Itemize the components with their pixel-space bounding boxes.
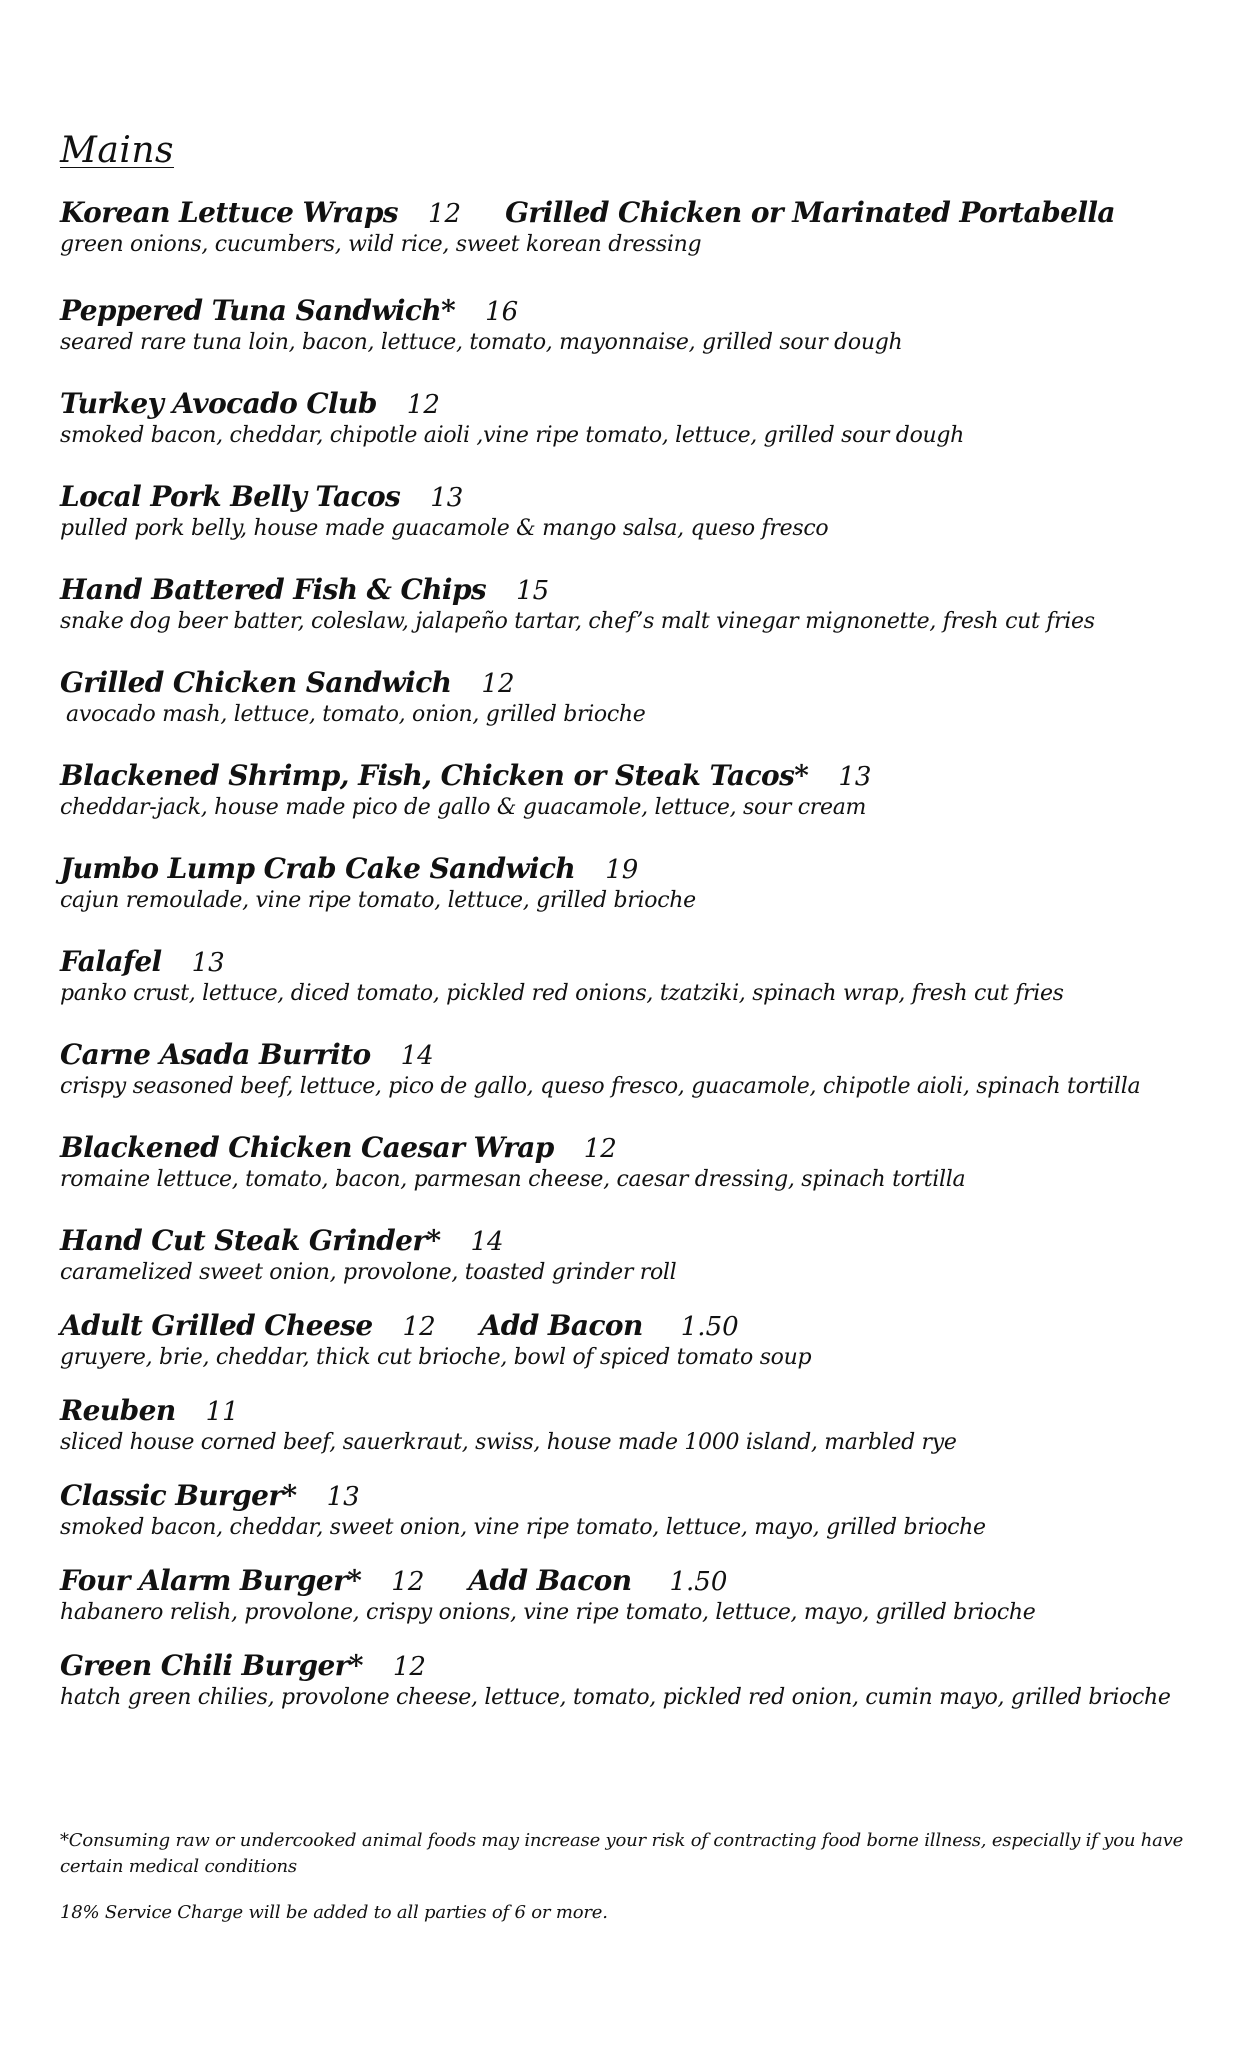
raw-food-disclaimer: *Consuming raw or undercooked animal foods may increase your risk of contracting food borne illness, especially if you have certain medical conditions — [60, 1830, 1184, 1877]
item-name: Four Alarm Burger* — [60, 1564, 362, 1597]
item-description: cajun remoulade, vine ripe tomato, lettuce, grilled brioche — [60, 888, 696, 913]
item-option: Grilled Chicken or Marinated Portabella — [505, 196, 1115, 229]
item-price: 14 — [400, 1041, 434, 1071]
item-price: 13 — [191, 948, 225, 978]
item-price: 12 — [391, 1567, 425, 1597]
item-price: 13 — [326, 1482, 360, 1512]
item-price: 14 — [470, 1227, 504, 1257]
item-price: 13 — [838, 762, 872, 792]
menu-item — [60, 1038, 1210, 1099]
item-name: Reuben — [60, 1394, 176, 1427]
item-description: smoked bacon, cheddar, chipotle aioli ,vine ripe tomato, lettuce, grilled sour dough — [60, 423, 965, 448]
item-price: 13 — [430, 483, 464, 513]
item-description: romaine lettuce, tomato, bacon, parmesan cheese, caesar dressing, spinach tortilla — [60, 1167, 966, 1192]
add-on-label: Add Bacon — [479, 1309, 643, 1342]
menu-item — [60, 1131, 1210, 1192]
menu-item — [60, 573, 1210, 634]
menu-item — [60, 1309, 1210, 1370]
item-name: Local Pork Belly Tacos — [60, 480, 401, 513]
item-name: Hand Cut Steak Grinder* — [60, 1224, 441, 1257]
menu-item — [60, 387, 1210, 448]
item-description: gruyere, brie, cheddar, thick cut brioche, bowl of spiced tomato soup — [60, 1345, 812, 1370]
item-description: seared rare tuna loin, bacon, lettuce, tomato, mayonnaise, grilled sour dough — [60, 330, 903, 355]
menu-item — [60, 1649, 1210, 1710]
menu-item — [60, 759, 1210, 820]
add-on-price: 1.50 — [669, 1567, 728, 1597]
menu-item — [60, 852, 1210, 913]
item-price: 19 — [605, 855, 639, 885]
item-description: sliced house corned beef, sauerkraut, swiss, house made 1000 island, marbled rye — [60, 1430, 957, 1455]
item-description: pulled pork belly, house made guacamole & mango salsa, queso fresco — [60, 516, 829, 541]
menu-item — [60, 666, 1210, 727]
menu-item — [60, 945, 1210, 1006]
item-description: green onions, cucumbers, wild rice, sweet korean dressing — [60, 232, 702, 257]
item-description: hatch green chilies, provolone cheese, lettuce, tomato, pickled red onion, cumin mayo, grilled brioche — [60, 1685, 1171, 1710]
menu-item — [60, 196, 1210, 257]
item-price: 12 — [481, 669, 515, 699]
menu-item — [60, 1224, 1210, 1285]
item-price: 11 — [205, 1397, 239, 1427]
item-description: avocado mash, lettuce, tomato, onion, grilled brioche — [66, 702, 646, 727]
item-description: smoked bacon, cheddar, sweet onion, vine ripe tomato, lettuce, mayo, grilled brioche — [60, 1515, 986, 1540]
item-name: Grilled Chicken Sandwich — [60, 666, 452, 699]
item-name: Korean Lettuce Wraps — [60, 196, 398, 229]
item-description: crispy seasoned beef, lettuce, pico de gallo, queso fresco, guacamole, chipotle aioli, spinach tortilla — [60, 1074, 1141, 1099]
item-description: habanero relish, provolone, crispy onions, vine ripe tomato, lettuce, mayo, grilled brioche — [60, 1600, 1036, 1625]
item-price: 12 — [583, 1134, 617, 1164]
item-description: caramelized sweet onion, provolone, toasted grinder roll — [60, 1260, 677, 1285]
section-title: Mains — [60, 130, 174, 171]
item-price: 15 — [516, 576, 550, 606]
item-name: Turkey Avocado Club — [60, 387, 377, 420]
item-price: 12 — [392, 1652, 426, 1682]
item-description: cheddar-jack, house made pico de gallo & guacamole, lettuce, sour cream — [60, 795, 867, 820]
menu-item — [60, 1479, 1210, 1540]
menu-item — [60, 1394, 1210, 1455]
item-name: Classic Burger* — [60, 1479, 297, 1512]
item-name: Green Chili Burger* — [60, 1649, 363, 1682]
add-on-label: Add Bacon — [468, 1564, 632, 1597]
item-description: snake dog beer batter, coleslaw, jalapeño tartar, chef’s malt vinegar mignonette, fresh cut fries — [60, 609, 1095, 634]
item-price: 12 — [427, 199, 462, 229]
item-price: 12 — [402, 1312, 436, 1342]
item-price: 16 — [485, 297, 519, 327]
menu-item — [60, 294, 1210, 355]
menu-item — [60, 480, 1210, 541]
item-name: Hand Battered Fish & Chips — [60, 573, 487, 606]
item-name: Falafel — [60, 945, 162, 978]
item-name: Jumbo Lump Crab Cake Sandwich — [60, 852, 576, 885]
item-description: panko crust, lettuce, diced tomato, pickled red onions, tzatziki, spinach wrap, fresh cut fries — [60, 981, 1064, 1006]
item-name: Peppered Tuna Sandwich* — [60, 294, 456, 327]
item-name: Carne Asada Burrito — [60, 1038, 371, 1071]
add-on-price: 1.50 — [680, 1312, 739, 1342]
item-name: Blackened Chicken Caesar Wrap — [60, 1131, 554, 1164]
service-charge-note: 18% Service Charge will be added to all parties of 6 or more. — [60, 1902, 608, 1923]
item-name: Blackened Shrimp, Fish, Chicken or Steak Tacos* — [60, 759, 809, 792]
item-price: 12 — [406, 390, 440, 420]
menu-item — [60, 1564, 1210, 1625]
item-name: Adult Grilled Cheese — [60, 1309, 373, 1342]
